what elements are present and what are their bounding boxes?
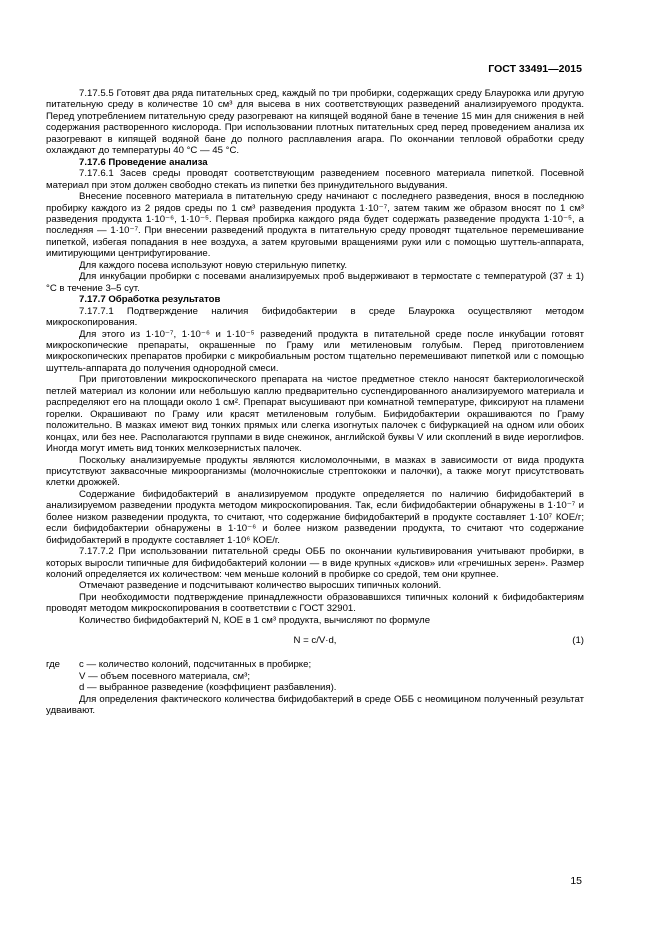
paragraph-formula-intro: Количество бифидобактерий N, КОЕ в 1 см³ продукта, вычисляют по формуле [79, 614, 431, 626]
paragraph-doubling: Для определения фактического количества бифидобактерий в среде ОББ с неомицином полученный результат удваивают. [46, 693, 584, 717]
paragraph-7-17-5-5: 7.17.5.5 Готовят два ряда питательных сред, каждый по три пробирки, содержащих среду Блаурокка или другую питательную среду в количестве 10 см³ для высева в них соответствующих разведений анализируемого продукта. Перед употреблением питательную среду разогревают на кипящей водяной бане в течение 15 мин для снижения в ней содержания растворенного кислорода. При использовании плотных питательных сред перед проведением анализа их разогревают в кипящей водяной бане до полного расплавления агара. По окончании тепловой обработки среду охлаждают до температуры 40 °С — 45 °С. [46, 88, 584, 157]
paragraph-incubation: Для инкубации пробирки с посевами анализируемых проб выдерживают в термостате с температурой (37 ± 1) °С в течение 3–5 сут. [46, 271, 584, 294]
paragraph-7-17-7-1: 7.17.7.1 Подтверждение наличия бифидобактерии в среде Блаурокка осуществляют методом микроскопирования. [46, 305, 584, 329]
formula-expression: N = c/V·d, [293, 635, 337, 647]
where-block [46, 659, 584, 693]
paragraph-7-17-7-2: 7.17.7.2 При использовании питательной среды ОББ по окончании культивирования учитывают пробирки, в которых выросли типичные для бифидобактерий колонии — в виде крупных «дисков» или «гречишных зерен». Размер колоний определяется их количеством: чем меньше колоний в пробирке со средой, тем они крупнее. [46, 546, 584, 581]
where-label: где [46, 659, 61, 671]
paragraph-confirmation: При необходимости подтверждение принадлежности образовавшихся типичных колоний к бифидобактериям проводят методом микроскопирования в соответствии с ГОСТ 32901. [46, 591, 584, 615]
paragraph-bifido-content: Содержание бифидобактерий в анализируемом продукте определяется по наличию бифидобактерий в анализируемом разведении продукта методом микроскопирования. Так, если бифидобактерии обнаружены в 1·10⁻⁷ и более низком разведении продукта, то считают, что содержание бифидобактерий в продукте составляет 1·10⁷ КОЕ/г; если бифидобактерии обнаружены в 1·10⁻⁶ и более низком разведении продукта, то считают что содержание бифидобактерий в продукте составляет 1·10⁶ КОЕ/г. [46, 488, 584, 546]
section-heading-7-17-7: 7.17.7 Обработка результатов [79, 294, 221, 306]
paragraph-inoculation: Внесение посевного материала в питательную среду начинают с последнего разведения, внося в последнюю пробирку каждого из 2 рядов среды по 1 см³ разведения продукта 1·10⁻⁷, затем таким же образом вносят по 1 см³ разведения продукта 1·10⁻⁶, 1·10⁻⁵. Первая пробирка каждого ряда будет содержать разведение продукта 1·10⁻⁵, а последняя — 1·10⁻⁷. При внесении разведений продукта в питательную среду проводят тщательное перемешивание пипеткой, избегая попадания в нее воздуха, а затем круговыми вращениями руки или с помощью шуттель-аппарата, имитирующими центрифугирование. [46, 191, 584, 260]
paragraph-fermented-products: Поскольку анализируемые продукты являются кисломолочными, в мазках в зависимости от вида продукта присутствуют заквасочные микроорганизмы (молочнокислые стрептококки и палочки), а также могут присутствовать клетки дрожжей. [46, 454, 584, 489]
section-heading-7-17-6: 7.17.6 Проведение анализа [79, 156, 208, 168]
paragraph-count-colonies: Отмечают разведение и подсчитывают количество выросших типичных колоний. [79, 580, 442, 592]
page-number: 15 [570, 875, 582, 887]
where-item-d: d — выбранное разведение (коэффициент разбавления). [79, 682, 337, 694]
page-body [46, 88, 584, 717]
paragraph-7-17-6-1: 7.17.6.1 Засев среды проводят соответствующим разведением посевного материала пипеткой. Посевной материал при этом должен свободно стекать из пипетки без принудительного выдувания. [46, 168, 584, 191]
where-item-c: c — количество колоний, подсчитанных в пробирке; [79, 659, 312, 671]
paragraph-smear: При приготовлении микроскопического препарата на чистое предметное стекло наносят бактериологической петлей материал из колонии или небольшую каплю предварительно суспендированного анализируемого материала и распределяют его на площади около 1 см². Препарат высушивают при комнатной температуре, фиксируют на пламени горелки. Окрашивают по Граму или красят метиленовым голубым. Бифидобактерии окрашиваются по Граму положительно. В мазках имеют вид тонких прямых или слегка изогнутых палочек с бифуркацией на одном или обоих концах, или без нее. Располагаются группами в виде снежинок, английской буквы V или скоплений в виде иероглифов. Иногда могут иметь вид тонких мелкозернистых палочек. [46, 374, 584, 455]
where-item-v: V — объем посевного материала, см³; [79, 670, 251, 682]
paragraph-sterile-pipette: Для каждого посева используют новую стерильную пипетку. [79, 259, 348, 271]
document-standard-id: ГОСТ 33491—2015 [488, 63, 582, 75]
paragraph-microscopy-prep: Для этого из 1·10⁻⁷, 1·10⁻⁶ и 1·10⁻⁵ разведений продукта в питательной среде после инкубации готовят микроскопические препараты, окрашенные по Граму или метиленовым голубым. Перед приготовлением микроскопических препаратов пробирки с микробиальным ростом тщательно перемешивают пипеткой или с помощью шуттель-аппарата до получения однородной смеси. [46, 328, 584, 374]
formula-number: (1) [572, 635, 584, 647]
formula-block [46, 635, 584, 649]
